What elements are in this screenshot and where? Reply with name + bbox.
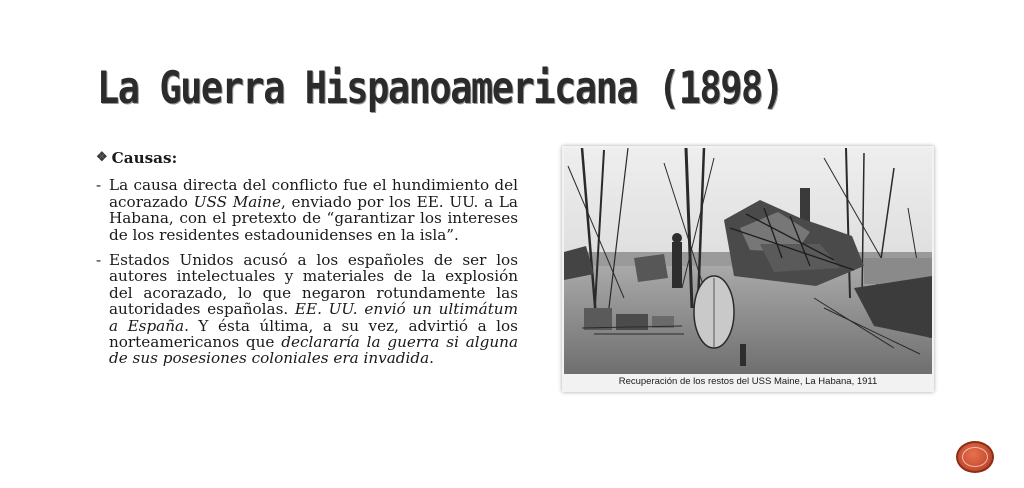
diamond-bullet-icon: ❖	[96, 150, 106, 165]
photo-caption: Recuperación de los restos del USS Maine, La Habana, 1911	[618, 376, 878, 387]
dash-bullet-icon: -	[96, 251, 102, 270]
uss-maine-wreck-photo	[564, 148, 932, 374]
emphasized-text: EE. UU. envió un ultimátum a España	[109, 300, 518, 335]
text-run: . Y ésta última, a su vez, advirtió a los norteamericanos que	[109, 316, 518, 352]
text-run: .	[429, 349, 434, 368]
next-slide-button[interactable]	[956, 441, 994, 473]
emphasized-text: declararía la guerra si alguna de sus posesiones coloniales era invadida	[109, 333, 519, 368]
slide-title: La Guerra Hispanoamericana (1898)	[97, 62, 783, 114]
photo-frame	[562, 146, 934, 392]
section-heading-label: Causas:	[111, 149, 178, 167]
text-content	[96, 150, 518, 376]
text-run: La causa directa del conflicto fue el hundimiento del acorazado	[109, 176, 518, 211]
section-heading	[96, 150, 518, 166]
paragraph-accusation-text	[109, 251, 518, 367]
paragraph-accusation	[96, 252, 518, 367]
paragraph-direct-cause-text	[109, 176, 518, 243]
text-run: Estados Unidos acusó a los españoles de ser los autores intelectuales y materiales de la explosión del acorazado, lo que negaron rotundamente las autoridades españolas.	[109, 251, 518, 319]
emphasized-text: USS Maine	[193, 192, 281, 211]
dash-bullet-icon: -	[96, 176, 102, 195]
text-run: , enviado por los EE. UU. a La Habana, con el pretexto de “garantizar los intereses de los residentes estadounidenses en la isla”.	[109, 192, 518, 244]
paragraph-direct-cause	[96, 177, 518, 243]
button-ring-icon	[962, 447, 988, 467]
